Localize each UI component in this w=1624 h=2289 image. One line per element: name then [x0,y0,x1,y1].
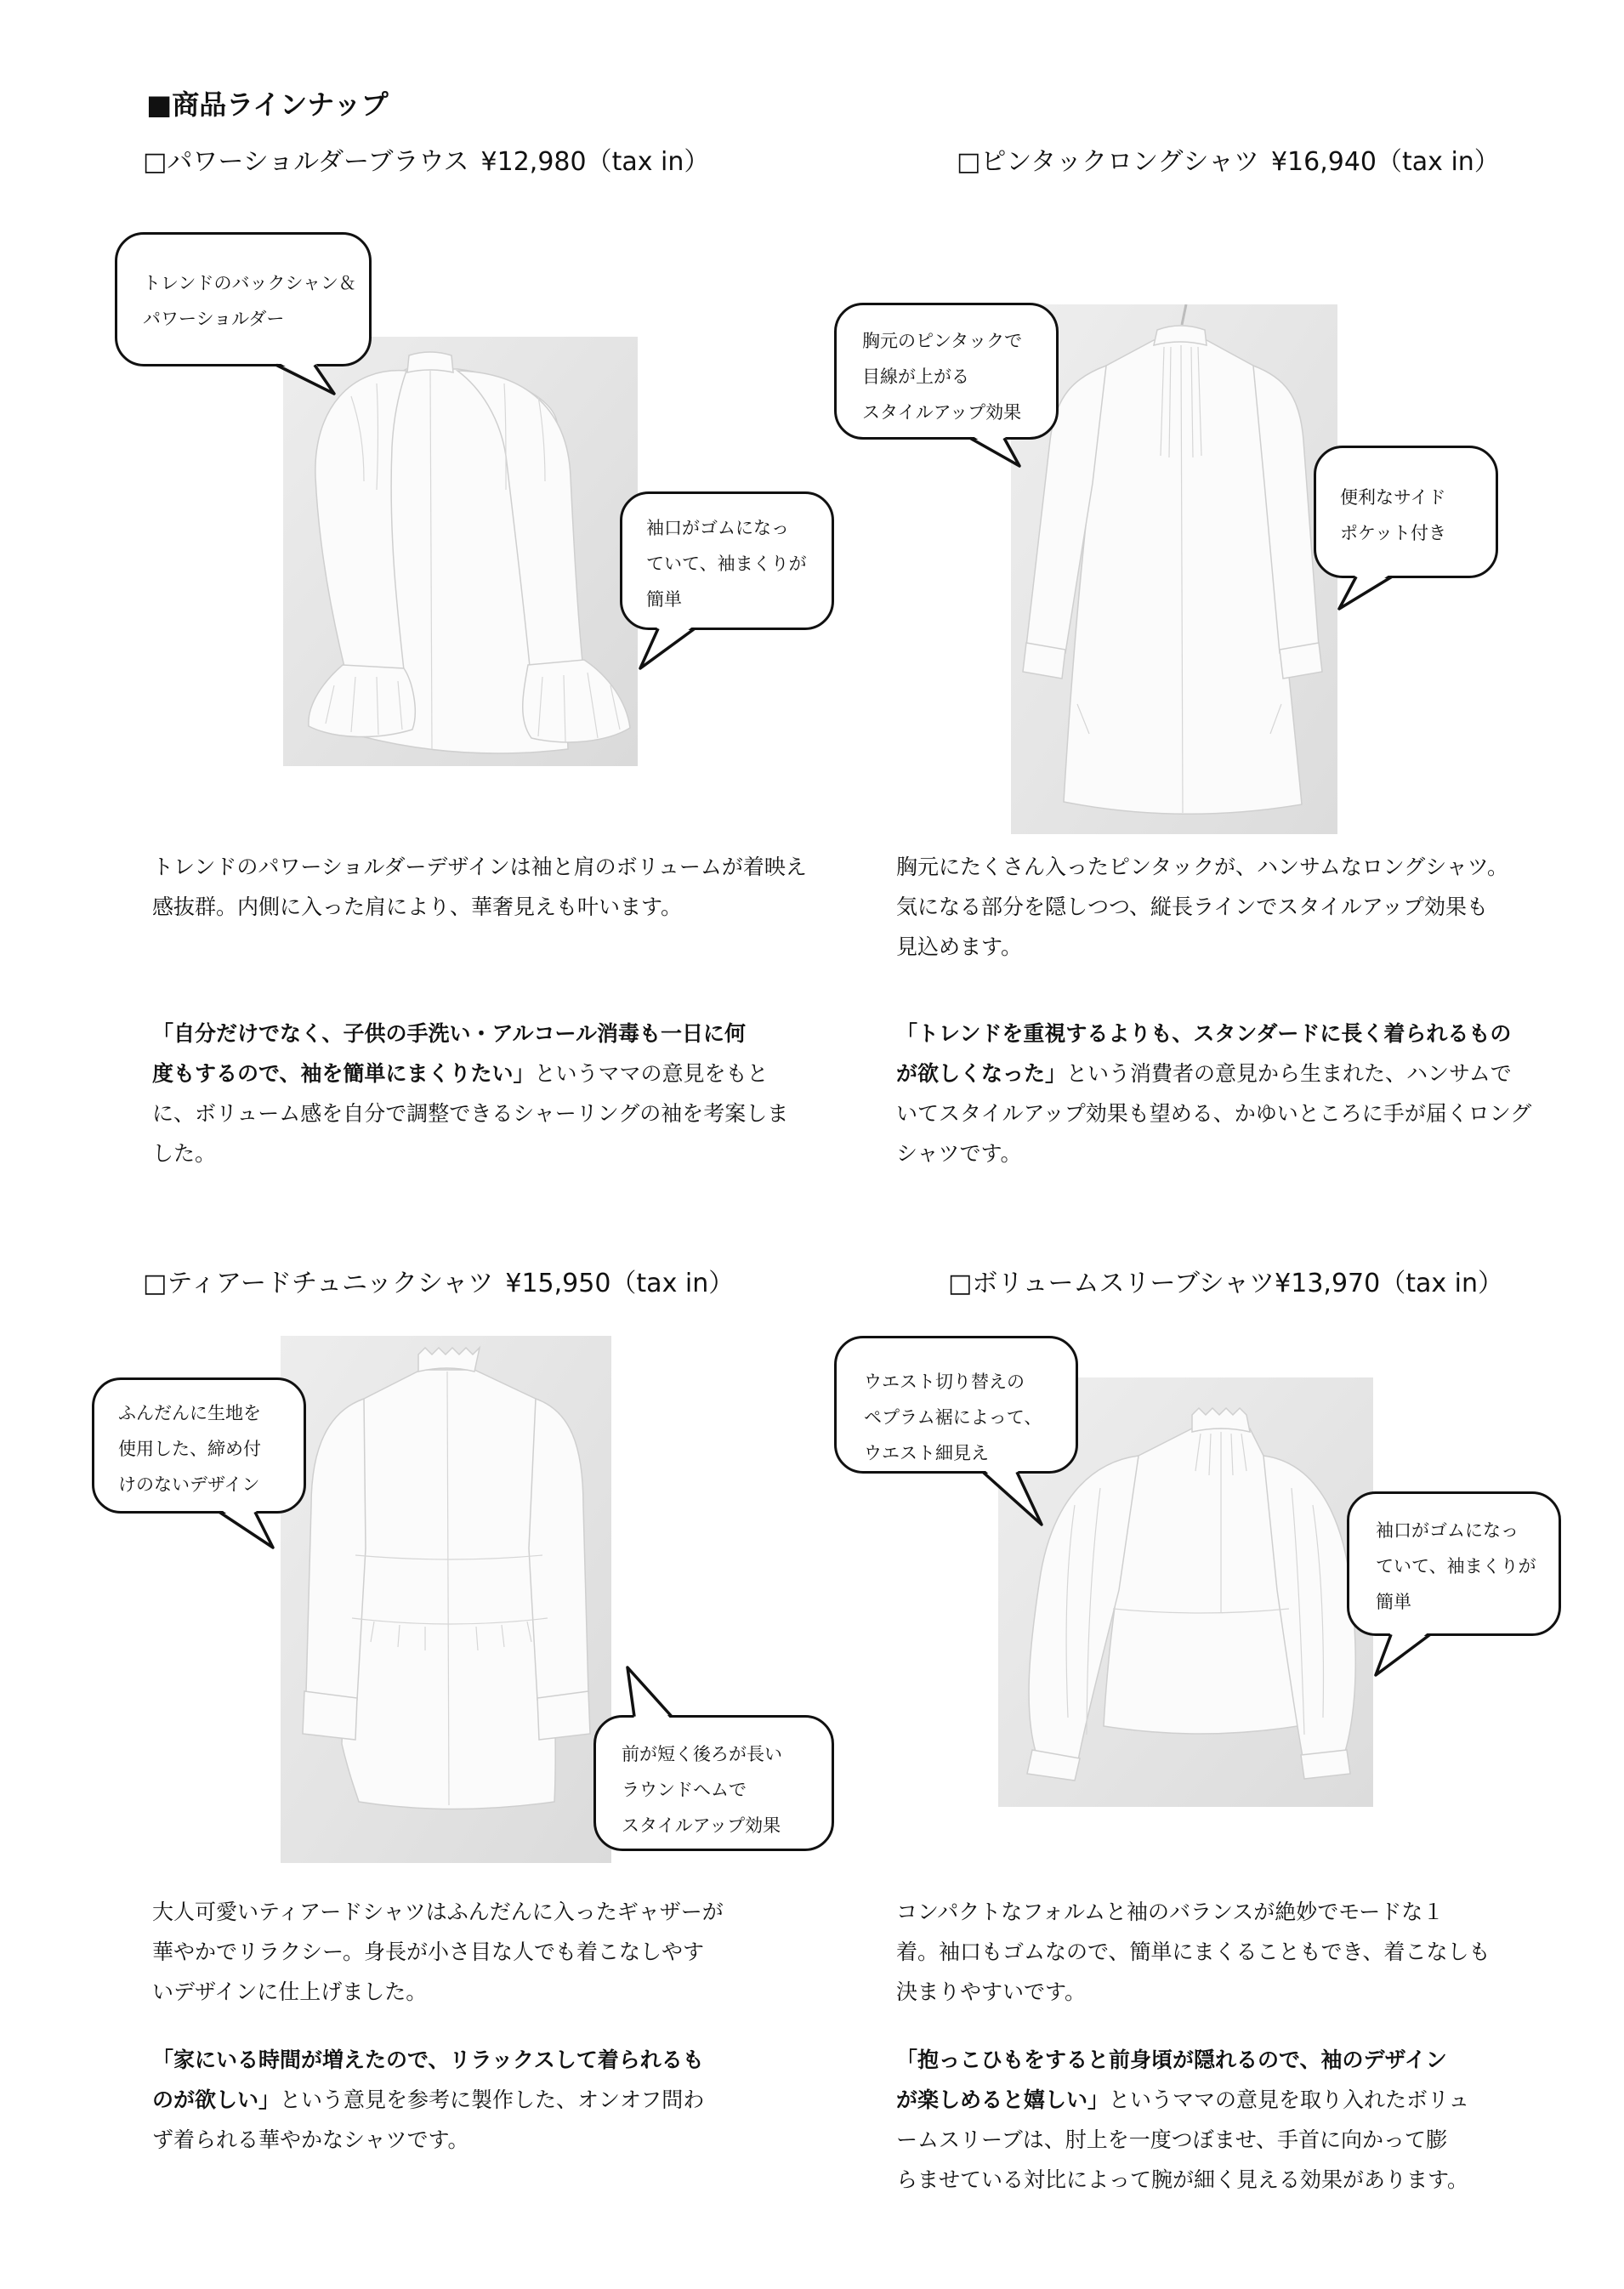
product-heading [143,145,709,179]
product-name: □パワーショルダーブラウス [143,147,469,177]
callout-bubble [115,232,372,366]
product-heading [948,1267,1503,1301]
product-heading [143,1267,734,1301]
product-name: □ティアードチュニックシャツ [143,1269,494,1298]
callout-text: 袖口がゴムになっ ていて、袖まくりが 簡単 [646,518,807,610]
tunic-garment [303,1348,590,1809]
callout-bubble [1314,446,1498,578]
product-price: ¥12,980（tax in） [480,147,710,177]
product-name: □ボリュームスリーブシャツ [948,1269,1275,1298]
product-photo-long-shirt [1011,304,1337,834]
product-description: 胸元にたくさん入ったピンタックが、ハンサムなロングシャツ。 気になる部分を隠しつつ、縦長ラインでスタイルアップ効果も 見込めます。 [896,855,1509,959]
callout-text: 袖口がゴムになっ ていて、袖まくりが 簡単 [1376,1520,1536,1612]
customer-voice [896,1014,1531,1173]
product-description: トレンドのパワーショルダーデザインは袖と肩のボリュームが着映え 感抜群。内側に入った肩により、華奢見えも叶います。 [152,855,807,919]
customer-voice [152,1014,788,1173]
voice-text: というママの意見をもと に、ボリューム感を自分で調整できるシャーリングの袖を考案しま した。 [152,1061,789,1166]
customer-voice [896,2040,1469,2200]
callout-text: ふんだんに生地を 使用した、締め付 けのないデザイン [118,1403,261,1495]
product-description: 大人可愛いティアードシャツはふんだんに入ったギャザーが 華やかでリラクシー。身長が小さ目な人でも着こなしやす いデザインに仕上げました。 [152,1900,724,2004]
product-heading [957,145,1500,179]
callout-bubble [593,1715,834,1851]
product-price: ¥15,950（tax in） [505,1269,735,1298]
voice-text: というママの意見を取り入れたボリュ ームスリーブは、肘上を一度つぼませ、手首に向かって膨 らませている対比によって腕が細く見える効果があります。 [896,2087,1470,2192]
voice-quote: 「抱っこひもをすると前身頃が隠れるので、袖のデザイン が楽しめると嬉しい」 [896,2048,1447,2112]
voice-quote: 「トレンドを重視するよりも、スタンダードに長く着られるもの が欲しくなった」 [896,1021,1512,1086]
product-price: ¥16,940（tax in） [1270,147,1500,177]
voice-text: という意見を参考に製作した、オンオフ問わ ず着られる華やかなシャツです。 [152,2087,705,2152]
callout-text: ウエスト切り替えの ペプラム裾によって、 ウエスト細見え [864,1372,1042,1463]
product-photo-tunic [281,1336,611,1863]
callout-bubble [620,491,834,630]
product-photo-blouse [283,337,638,766]
voice-quote: 「家にいる時間が増えたので、リラックスして着られるも のが欲しい」 [152,2048,704,2112]
voice-text: という消費者の意見から生まれた、ハンサムで いてスタイルアップ効果も望める、かゆいところに手が届くロング シャツです。 [896,1061,1532,1166]
callout-bubble [92,1377,306,1514]
customer-voice [152,2040,704,2160]
callout-text: 前が短く後ろが長い ラウンドヘムで スタイルアップ効果 [622,1744,782,1836]
section-title: ■商品ラインナップ [146,88,389,121]
product-description: コンパクトなフォルムと袖のバランスが絶妙でモードな１ 着。袖口もゴムなので、簡単にまくることもでき、着こなしも 決まりやすいです。 [896,1900,1491,2004]
callout-bubble [834,1336,1078,1474]
callout-text: 胸元のピンタックで 目線が上がる スタイルアップ効果 [862,331,1023,423]
callout-bubble [834,303,1059,440]
product-price: ¥13,970（tax in） [1275,1269,1503,1298]
long-shirt-garment [1023,326,1322,814]
callout-text: 便利なサイド ポケット付き [1340,487,1446,543]
callout-bubble [1347,1491,1561,1636]
product-name: □ピンタックロングシャツ [957,147,1259,177]
callout-text: トレンドのバックシャン＆ パワーショルダー [143,273,357,329]
voice-quote: 「自分だけでなく、子供の手洗い・アルコール消毒も一日に何 度もするので、袖を簡単にまくりたい」 [152,1021,747,1086]
